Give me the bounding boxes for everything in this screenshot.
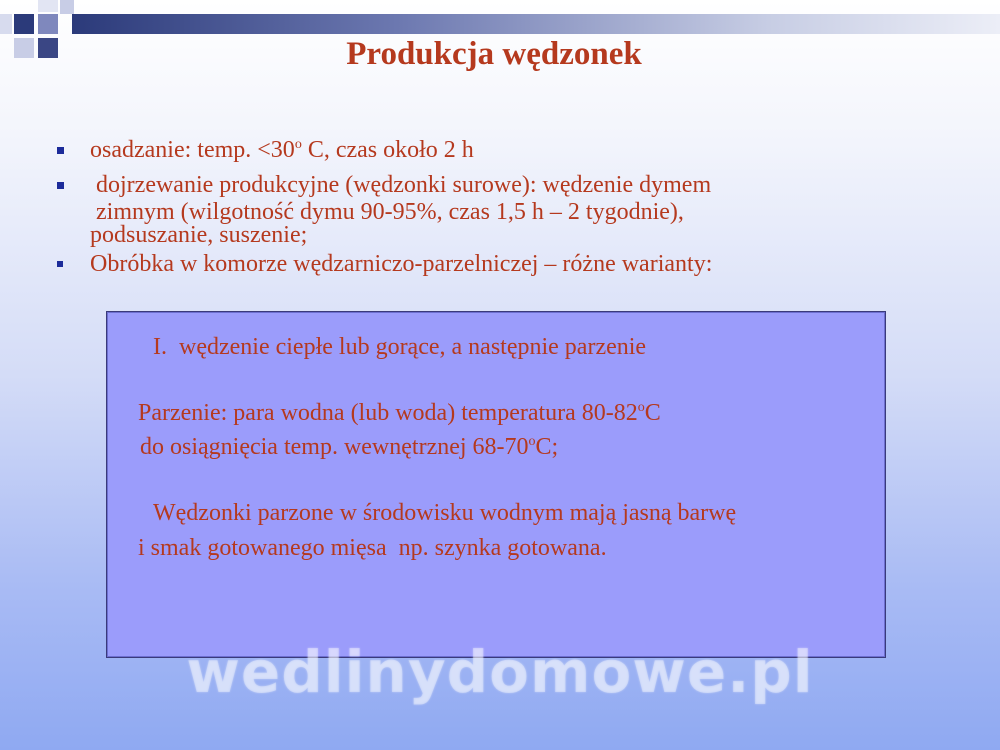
slide-title: Produkcja wędzonek bbox=[346, 36, 642, 72]
parzenie-text: C; bbox=[535, 434, 559, 460]
superscript: o bbox=[294, 137, 302, 152]
description-line-1: Wędzonki parzone w środowisku wodnym mają jasną barwę bbox=[153, 500, 737, 526]
bullet-list bbox=[52, 136, 952, 279]
bullet-text: zimnym (wilgotność dymu 90-95%, czas 1,5 h – 2 tygodnie), bbox=[90, 199, 684, 225]
bullet-square-icon bbox=[57, 147, 64, 154]
watermark: wedlinydomowe.pl bbox=[186, 638, 814, 706]
parzenie-text: C bbox=[644, 400, 661, 426]
header-bar bbox=[72, 14, 1000, 34]
bullet-text: C, czas około 2 h bbox=[301, 137, 474, 163]
bullet-item bbox=[52, 250, 952, 279]
superscript: o bbox=[528, 434, 536, 449]
deco-square bbox=[0, 14, 12, 34]
bullet-square-icon bbox=[57, 261, 63, 267]
description-line-2: i smak gotowanego mięsa np. szynka gotowana. bbox=[138, 535, 607, 561]
deco-square bbox=[60, 0, 74, 14]
variant-box bbox=[106, 311, 886, 658]
parzenie-text: do osiągnięcia temp. wewnętrznej 68-70 bbox=[140, 434, 529, 460]
bullet-square-icon bbox=[57, 182, 64, 189]
bullet-item bbox=[52, 136, 952, 165]
bullet-text: podsuszanie, suszenie; bbox=[90, 222, 308, 248]
bullet-text: Obróbka w komorze wędzarniczo-parzelniczej – różne warianty: bbox=[90, 251, 713, 277]
parzenie-text: Parzenie: para wodna (lub woda) temperatura 80-82 bbox=[138, 400, 638, 426]
parzenie-line-1 bbox=[138, 398, 916, 428]
parzenie-line-2 bbox=[140, 432, 918, 462]
variant-heading: I. wędzenie ciepłe lub gorące, a następnie parzenie bbox=[153, 334, 647, 360]
deco-square bbox=[14, 14, 34, 34]
bullet-text: dojrzewanie produkcyjne (wędzonki surowe): wędzenie dymem bbox=[90, 172, 712, 198]
bullet-text: osadzanie: temp. <30 bbox=[90, 137, 295, 163]
bullet-item bbox=[52, 171, 952, 246]
deco-square bbox=[38, 0, 58, 12]
superscript: o bbox=[637, 400, 645, 415]
deco-square bbox=[38, 14, 58, 34]
